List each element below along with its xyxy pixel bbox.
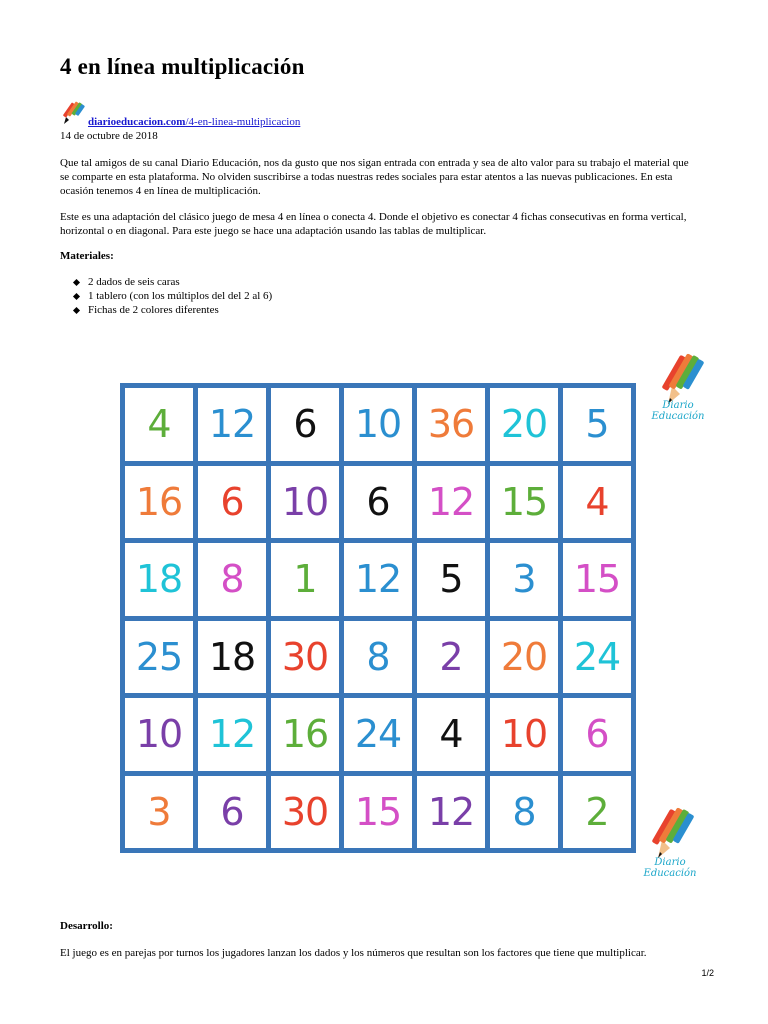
logo-text: Diario Educación	[643, 857, 697, 879]
bullet-icon	[73, 279, 80, 286]
logo-text: Diario Educación	[651, 400, 705, 422]
board-cell: 4	[563, 466, 631, 539]
board-cell: 5	[563, 388, 631, 461]
board-cell: 15	[344, 776, 412, 849]
board-cell: 10	[125, 698, 193, 771]
board-cell: 30	[271, 621, 339, 694]
board-cell: 5	[417, 543, 485, 616]
board-cell: 1	[271, 543, 339, 616]
board-cell: 24	[344, 698, 412, 771]
description-paragraph: Este es una adaptación del clásico juego de mesa 4 en línea o conecta 4. Donde el objetivo es conectar 4 fichas consecutivas en forma vertical, horizontal o en diagonal. Para este juego se hace una adaptación usando las tablas de multiplicar.	[60, 211, 687, 237]
board-cell: 6	[271, 388, 339, 461]
board-cell: 20	[490, 621, 558, 694]
board-cell: 10	[490, 698, 558, 771]
materials-list	[72, 275, 272, 317]
board-cell: 4	[125, 388, 193, 461]
publish-date: 14 de octubre de 2018	[60, 130, 158, 142]
materials-heading: Materiales:	[60, 250, 114, 262]
board-cell: 12	[417, 466, 485, 539]
board-cell: 30	[271, 776, 339, 849]
page-number: 1/2	[701, 968, 714, 978]
board-cell: 12	[198, 698, 266, 771]
development-paragraph: El juego es en parejas por turnos los jugadores lanzan los dados y los números que resultan son los factores que tiene que multiplicar.	[60, 947, 647, 959]
bullet-icon	[73, 293, 80, 300]
board-cell: 12	[198, 388, 266, 461]
board-cell: 24	[563, 621, 631, 694]
list-item: 1 tablero (con los múltiplos del del 2 al 6)	[72, 289, 272, 303]
board-cell: 25	[125, 621, 193, 694]
board-cell: 10	[271, 466, 339, 539]
board-cell: 15	[563, 543, 631, 616]
board-cell: 8	[198, 543, 266, 616]
board-cell: 15	[490, 466, 558, 539]
board-cell: 18	[198, 621, 266, 694]
board-cell: 6	[563, 698, 631, 771]
board-cell: 8	[490, 776, 558, 849]
board-cell: 16	[125, 466, 193, 539]
board-cell: 10	[344, 388, 412, 461]
page-title: 4 en línea multiplicación	[60, 54, 305, 79]
list-item: Fichas de 2 colores diferentes	[72, 303, 272, 317]
pencil-logo-icon	[60, 98, 86, 126]
development-heading: Desarrollo:	[60, 920, 113, 932]
list-item: 2 dados de seis caras	[72, 275, 272, 289]
board-cell: 6	[198, 466, 266, 539]
board-cell: 6	[344, 466, 412, 539]
board-cell: 6	[198, 776, 266, 849]
source-link[interactable]: diarioeducacion.com/4-en-linea-multiplicacion	[88, 116, 301, 128]
board-cell: 36	[417, 388, 485, 461]
board-cell: 3	[490, 543, 558, 616]
intro-paragraph: Que tal amigos de su canal Diario Educación, nos da gusto que nos sigan entrada con entrada y sea de alto valor para su trabajo el material que se comparte en esta plataforma. No olviden suscribirse a todas nuestras redes sociales para estar atentos a las nuevas publicaciones. En esta ocasión tenemos 4 en línea de multiplicación.	[60, 157, 689, 197]
board-cell: 12	[344, 543, 412, 616]
board-cell: 20	[490, 388, 558, 461]
board-cell: 18	[125, 543, 193, 616]
board-cell: 3	[125, 776, 193, 849]
board-cell: 2	[563, 776, 631, 849]
board-cell: 8	[344, 621, 412, 694]
game-board	[120, 383, 636, 853]
board-cell: 4	[417, 698, 485, 771]
board-cell: 16	[271, 698, 339, 771]
board-cell: 12	[417, 776, 485, 849]
board-cell: 2	[417, 621, 485, 694]
bullet-icon	[73, 307, 80, 314]
